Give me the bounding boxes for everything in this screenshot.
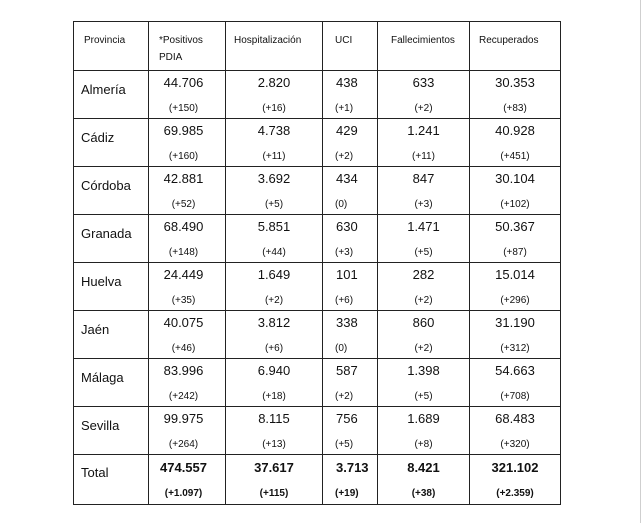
page-edge-line xyxy=(640,0,641,523)
cell-value: 282 xyxy=(412,267,435,282)
cell-value: 69.985 xyxy=(163,123,204,138)
cell-value: 633 xyxy=(412,75,435,90)
cell-value: 338 xyxy=(336,315,358,330)
value-cell xyxy=(323,119,378,167)
cell-daily-change: (+320) xyxy=(500,439,530,450)
cell-value: 15.014 xyxy=(495,267,535,282)
total-row xyxy=(74,455,561,505)
cell-daily-change: (+148) xyxy=(168,247,199,258)
cell-value: 68.483 xyxy=(495,411,535,426)
value-cell xyxy=(378,455,470,505)
cell-value: 3.812 xyxy=(257,315,291,330)
province-cell xyxy=(74,71,149,119)
cell-value: 40.075 xyxy=(163,315,204,330)
cell-daily-change: (+1.097) xyxy=(164,488,203,499)
value-cell xyxy=(470,263,561,311)
province-name: Almería xyxy=(81,82,126,97)
cell-daily-change: (0) xyxy=(335,343,348,354)
value-cell xyxy=(149,359,226,407)
cell-daily-change: (+708) xyxy=(500,391,530,402)
cell-value: 24.449 xyxy=(163,267,204,282)
table-row xyxy=(74,311,561,359)
cell-value: 630 xyxy=(336,219,358,234)
cell-daily-change: (+312) xyxy=(500,343,530,354)
value-cell xyxy=(323,455,378,505)
value-cell xyxy=(470,215,561,263)
value-cell xyxy=(149,71,226,119)
cell-value: 31.190 xyxy=(495,315,535,330)
cell-daily-change: (+2) xyxy=(335,151,354,162)
cell-value: 30.104 xyxy=(495,171,535,186)
value-cell xyxy=(470,407,561,455)
province-cell xyxy=(74,359,149,407)
province-name: Granada xyxy=(81,226,132,241)
value-cell xyxy=(323,263,378,311)
value-cell xyxy=(378,167,470,215)
cell-daily-change: (+160) xyxy=(168,151,199,162)
table-row xyxy=(74,215,561,263)
value-cell xyxy=(378,311,470,359)
value-cell xyxy=(226,215,323,263)
province-cell xyxy=(74,215,149,263)
table-row xyxy=(74,263,561,311)
value-cell xyxy=(149,215,226,263)
value-cell xyxy=(378,215,470,263)
value-cell xyxy=(323,215,378,263)
value-cell xyxy=(226,71,323,119)
cell-value: 99.975 xyxy=(163,411,204,426)
cell-daily-change: (+264) xyxy=(168,439,199,450)
cell-value: 101 xyxy=(336,267,358,282)
cell-daily-change: (+13) xyxy=(262,439,286,450)
cell-daily-change: (+451) xyxy=(500,151,530,162)
cell-daily-change: (+3) xyxy=(335,247,354,258)
value-cell xyxy=(378,359,470,407)
header-recuperados: Recuperados xyxy=(470,22,561,71)
cell-value: 847 xyxy=(412,171,435,186)
cell-daily-change: (+38) xyxy=(411,488,436,499)
cell-value: 6.940 xyxy=(257,363,291,378)
value-cell xyxy=(226,167,323,215)
table-row xyxy=(74,119,561,167)
cell-daily-change: (+2) xyxy=(414,343,433,354)
value-cell xyxy=(323,167,378,215)
value-cell xyxy=(149,263,226,311)
cell-value: 756 xyxy=(336,411,358,426)
cell-value: 5.851 xyxy=(257,219,291,234)
province-cell xyxy=(74,407,149,455)
header-hospitalizacion: Hospitalización xyxy=(226,22,323,71)
cell-daily-change: (+8) xyxy=(414,439,433,450)
value-cell xyxy=(149,455,226,505)
province-name: Huelva xyxy=(81,274,122,289)
province-name: Jaén xyxy=(81,322,110,337)
header-uci: UCI xyxy=(323,22,378,71)
value-cell xyxy=(378,71,470,119)
value-cell xyxy=(378,119,470,167)
header-positivos: *Positivos PDIA xyxy=(149,22,226,71)
cell-value: 429 xyxy=(336,123,358,138)
value-cell xyxy=(470,71,561,119)
cell-value: 1.241 xyxy=(407,123,440,138)
cell-daily-change: (+46) xyxy=(171,343,196,354)
cell-value: 321.102 xyxy=(491,460,539,475)
value-cell xyxy=(149,167,226,215)
province-cell xyxy=(74,167,149,215)
value-cell xyxy=(378,407,470,455)
cell-value: 8.115 xyxy=(258,411,290,426)
value-cell xyxy=(470,455,561,505)
value-cell xyxy=(470,167,561,215)
header-fallecimientos: Fallecimientos xyxy=(378,22,470,71)
value-cell xyxy=(226,311,323,359)
cell-value: 434 xyxy=(336,171,358,186)
cell-daily-change: (+35) xyxy=(171,295,196,306)
value-cell xyxy=(226,359,323,407)
value-cell xyxy=(149,119,226,167)
cell-daily-change: (+19) xyxy=(335,488,359,499)
cell-value: 1.649 xyxy=(257,267,291,282)
cell-value: 50.367 xyxy=(495,219,535,234)
header-provincia: Provincia xyxy=(74,22,149,71)
cell-value: 2.820 xyxy=(257,75,291,90)
cell-value: 3.713 xyxy=(336,460,369,475)
cell-daily-change: (+5) xyxy=(414,247,433,258)
cell-value: 4.738 xyxy=(257,123,291,138)
cell-value: 8.421 xyxy=(407,460,440,475)
value-cell xyxy=(470,359,561,407)
table-row xyxy=(74,71,561,119)
province-cell xyxy=(74,119,149,167)
cell-value: 438 xyxy=(336,75,358,90)
value-cell xyxy=(470,119,561,167)
cell-daily-change: (+16) xyxy=(262,103,286,114)
total-label-cell xyxy=(74,455,149,505)
value-cell xyxy=(226,263,323,311)
cell-daily-change: (+3) xyxy=(414,199,433,210)
province-name: Málaga xyxy=(81,370,124,385)
cell-value: 30.353 xyxy=(495,75,535,90)
cell-daily-change: (+2) xyxy=(414,295,433,306)
cell-value: 1.471 xyxy=(407,219,440,234)
cell-value: 42.881 xyxy=(163,171,204,186)
province-name: Sevilla xyxy=(81,418,120,433)
cell-daily-change: (+2.359) xyxy=(496,488,534,499)
cell-value: 68.490 xyxy=(163,219,204,234)
cell-value: 37.617 xyxy=(254,460,294,475)
value-cell xyxy=(378,263,470,311)
cell-daily-change: (+52) xyxy=(171,199,196,210)
province-cell xyxy=(74,263,149,311)
province-name: Cádiz xyxy=(81,130,115,145)
cell-daily-change: (+6) xyxy=(335,295,354,306)
cell-daily-change: (+5) xyxy=(414,391,433,402)
table-header-row xyxy=(74,22,561,71)
covid-province-table xyxy=(73,21,561,505)
value-cell xyxy=(226,119,323,167)
value-cell xyxy=(149,311,226,359)
province-cell xyxy=(74,311,149,359)
cell-value: 54.663 xyxy=(495,363,535,378)
cell-value: 1.689 xyxy=(407,411,440,426)
cell-value: 474.557 xyxy=(160,460,207,475)
cell-daily-change: (+296) xyxy=(500,295,530,306)
cell-daily-change: (+18) xyxy=(262,391,286,402)
province-name: Córdoba xyxy=(81,178,131,193)
cell-daily-change: (+87) xyxy=(503,247,527,258)
cell-value: 1.398 xyxy=(407,363,440,378)
cell-daily-change: (+150) xyxy=(168,103,199,114)
cell-daily-change: (+83) xyxy=(503,103,527,114)
cell-value: 44.706 xyxy=(163,75,204,90)
cell-daily-change: (+6) xyxy=(264,343,284,354)
cell-daily-change: (+242) xyxy=(168,391,199,402)
value-cell xyxy=(323,359,378,407)
cell-daily-change: (+11) xyxy=(412,151,435,162)
value-cell xyxy=(323,71,378,119)
cell-value: 587 xyxy=(336,363,358,378)
cell-daily-change: (+11) xyxy=(262,151,286,162)
cell-daily-change: (+115) xyxy=(259,488,289,499)
value-cell xyxy=(226,455,323,505)
cell-daily-change: (+2) xyxy=(264,295,284,306)
value-cell xyxy=(226,407,323,455)
cell-daily-change: (+102) xyxy=(500,199,530,210)
table-row xyxy=(74,407,561,455)
cell-daily-change: (+5) xyxy=(335,439,354,450)
value-cell xyxy=(323,407,378,455)
cell-daily-change: (+1) xyxy=(335,103,354,114)
cell-value: 860 xyxy=(412,315,435,330)
cell-value: 40.928 xyxy=(495,123,535,138)
table-row xyxy=(74,167,561,215)
value-cell xyxy=(470,311,561,359)
total-label: Total xyxy=(81,465,109,480)
value-cell xyxy=(149,407,226,455)
cell-value: 3.692 xyxy=(257,171,291,186)
cell-daily-change: (+2) xyxy=(414,103,433,114)
cell-daily-change: (+2) xyxy=(335,391,354,402)
table-row xyxy=(74,359,561,407)
value-cell xyxy=(323,311,378,359)
cell-daily-change: (0) xyxy=(335,199,348,210)
cell-daily-change: (+5) xyxy=(264,199,284,210)
cell-daily-change: (+44) xyxy=(262,247,286,258)
cell-value: 83.996 xyxy=(163,363,204,378)
